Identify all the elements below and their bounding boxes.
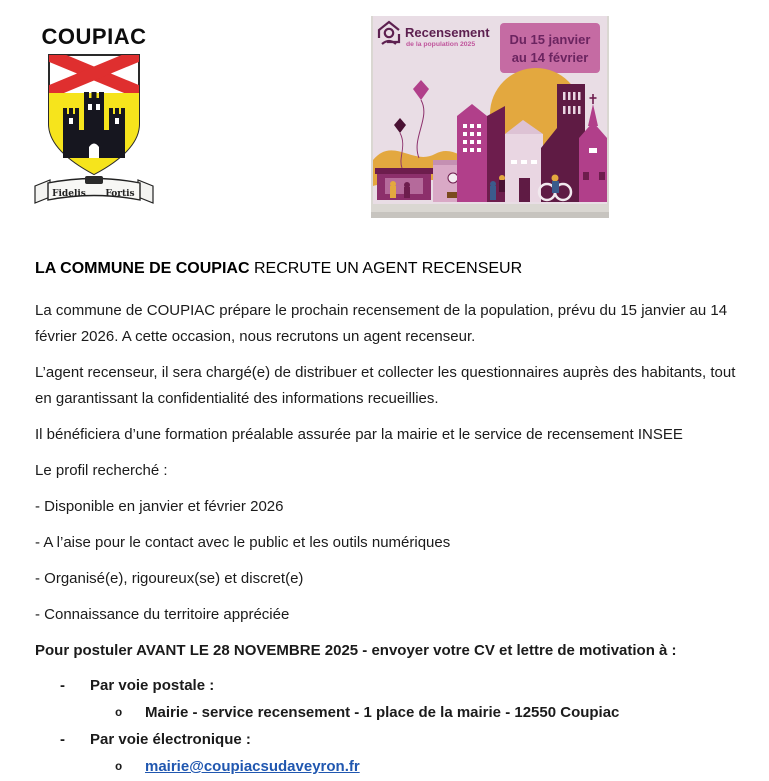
pale-building	[505, 120, 543, 202]
postal-address-item	[35, 700, 741, 726]
crest-shield-icon	[29, 52, 159, 222]
crest-title: COUPIAC	[41, 24, 147, 49]
date-line1: Du 15 janvier	[509, 32, 591, 47]
postal-option	[35, 673, 741, 699]
motto-right: Fortis	[105, 189, 135, 199]
date-line2: au 14 février	[511, 50, 589, 65]
intro-paragraph: La commune de COUPIAC prépare le prochain recensement de la population, prévu du 15 janvier au 14 février 2026. A cette occasion, nous recrutons un agent recenseur.	[35, 302, 728, 345]
magenta-tower	[457, 104, 487, 202]
date-badge	[500, 23, 600, 73]
dash-bullet-icon: -	[60, 731, 65, 748]
electronic-option-label: Par voie électronique :	[90, 731, 251, 748]
title-regular: RECRUTE UN AGENT RECENSEUR	[249, 260, 523, 277]
role-paragraph: L’agent recenseur, il sera chargé(e) de distribuer et collecter les questionnaires auprès des habitants, tout en garantissant la confidentialité des informations recueillies.	[35, 364, 736, 407]
logo-subtitle: de la population 2025	[406, 41, 476, 48]
market-stall	[375, 168, 433, 200]
apply-options-list	[35, 673, 741, 780]
electronic-option	[35, 727, 741, 753]
postal-option-label: Par voie postale :	[90, 677, 215, 694]
training-paragraph: Il bénéficiera d’une formation préalable assurée par la mairie et le service de recensement INSEE	[35, 426, 683, 443]
profile-item-3: - Organisé(e), rigoureux(se) et discret(e)	[35, 570, 304, 587]
profile-item-1: - Disponible en janvier et février 2026	[35, 498, 284, 515]
title-bold: LA COMMUNE DE COUPIAC	[35, 260, 250, 277]
circle-bullet-icon: o	[115, 760, 123, 774]
apply-heading: Pour postuler AVANT LE 28 NOVEMBRE 2025 - envoyer votre CV et lettre de motivation à :	[35, 642, 677, 659]
motto-ribbon	[35, 176, 153, 203]
circle-bullet-icon: o	[115, 706, 123, 720]
census-banner-photo	[371, 16, 609, 218]
postal-address: Mairie - service recensement - 1 place de la mairie - 12550 Coupiac	[145, 704, 620, 721]
dash-bullet-icon: -	[60, 677, 65, 694]
profile-intro: Le profil recherché :	[35, 462, 168, 479]
email-link[interactable]: mairie@coupiacsudaveyron.fr	[145, 758, 360, 775]
email-item	[35, 754, 741, 780]
announcement-document	[35, 256, 741, 781]
profile-item-2: - A l’aise pour le contact avec le public et les outils numériques	[35, 534, 451, 551]
logo-title: Recensement	[405, 25, 490, 40]
motto-left: Fidelis	[52, 189, 86, 199]
coupiac-coat-of-arms	[28, 24, 160, 227]
profile-item-4: - Connaissance du territoire appréciée	[35, 606, 290, 623]
page-title	[35, 256, 741, 282]
